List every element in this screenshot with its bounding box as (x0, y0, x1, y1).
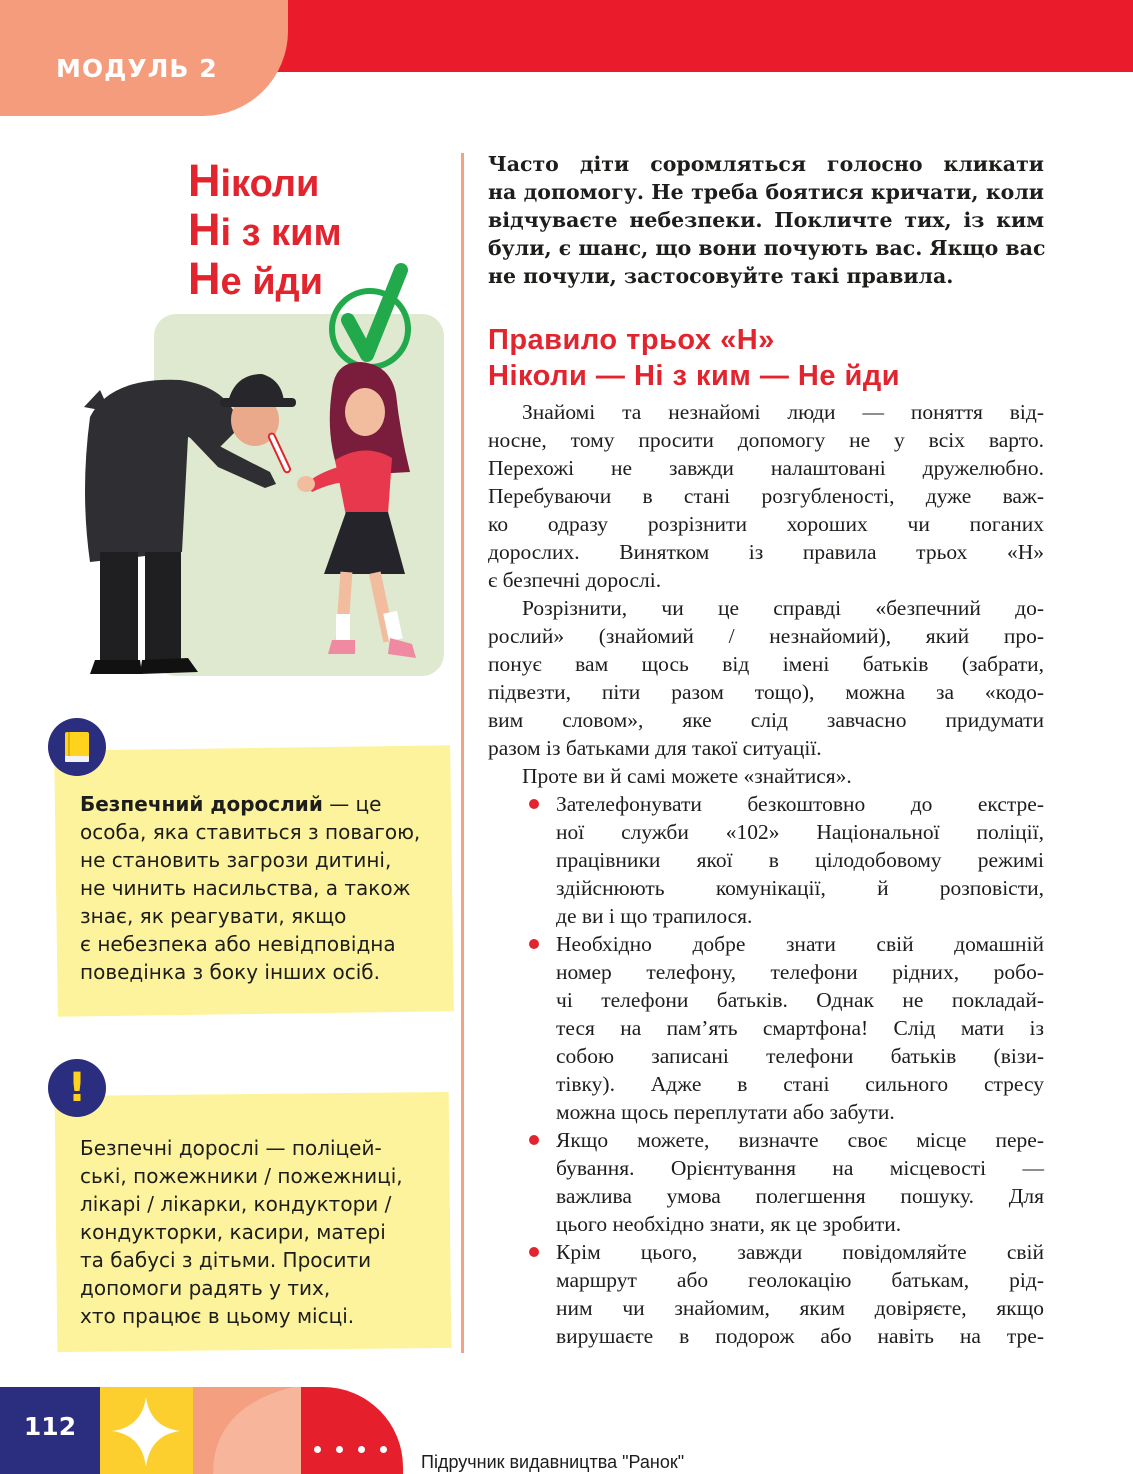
three-n-line-1 (188, 155, 342, 207)
body-line: є безпечні дорослі. (488, 568, 662, 592)
safe-adults-line: Безпечні дорослі — поліцей- (80, 1136, 382, 1160)
body-line: рослий» (знайомий / незнайомий), який про- (488, 624, 1044, 648)
column-divider (461, 153, 464, 1353)
star-icon (100, 1387, 193, 1474)
bullet-item-line: бування. Орієнтування на місцевості — (556, 1156, 1044, 1180)
intro-line: були, є шанс, що вони почують вас. Якщо вас (488, 236, 1046, 260)
page-number: 112 (23, 1412, 77, 1441)
footer-dot (314, 1446, 321, 1453)
rule-heading (488, 322, 900, 394)
definition-text (80, 790, 440, 986)
definition-line: є небезпека або невідповідна (80, 932, 396, 956)
bullet-item-line: ної служби «102» Національної поліції, (556, 820, 1044, 844)
bullet-dot-icon (529, 1247, 539, 1257)
book-badge (48, 718, 106, 776)
publisher-credit: Підручник видавництва "Ранок" (421, 1452, 685, 1472)
bullet-item-line (488, 1126, 1044, 1154)
footer-salmon-block (193, 1387, 301, 1474)
bullet-item-line: ним чи знайомим, яким довіряєте, якщо (556, 1296, 1044, 1320)
bullet-item-line: важлива умова полегшення пошуку. Для (556, 1184, 1044, 1208)
exclamation-icon: ! (67, 1065, 87, 1111)
footer-leaf-shape (193, 1387, 301, 1474)
body-line: Розрізнити, чи це справді «безпечний до- (522, 596, 1044, 620)
body-line: вим словом», яке слід завчасно придумати (488, 708, 1044, 732)
bullet-item-line: маршрут або геолокацію батькам, рід- (556, 1268, 1044, 1292)
footer-dot (358, 1446, 365, 1453)
exclamation-badge (48, 1059, 106, 1117)
rule-heading-line: Правило трьох «Н» (488, 324, 775, 356)
definition-term: Безпечний дорослий (80, 792, 323, 816)
bullet-item-line (488, 930, 1044, 958)
safe-adults-line: лікарі / лікарки, кондуктори / (80, 1192, 392, 1216)
bullet-dot-icon (529, 1135, 539, 1145)
bullet-dot-icon (529, 939, 539, 949)
body-line: Проте ви й самі можете «знайтися». (522, 764, 852, 788)
safe-adults-text (80, 1134, 440, 1330)
rule-body (488, 398, 1044, 1350)
intro-line: Часто діти соромляться голосно кликати (488, 152, 1044, 176)
bullet-item-line (488, 790, 1044, 818)
body-line: дорослих. Винятком із правила трьох «Н» (488, 540, 1044, 564)
body-line: носне, тому просити допомогу не у всіх варто. (488, 428, 1044, 452)
definition-line (80, 790, 440, 818)
body-line: підвезти, піти разом тощо), можна за «кодо- (488, 680, 1044, 704)
bullet-text: Крім цього, завжди повідомляйте свій (556, 1240, 1044, 1264)
three-n-rest: і з ким (220, 212, 342, 254)
footer-red-block (301, 1387, 403, 1474)
bullet-item-line: тівку). Адже в стані сильного стресу (556, 1072, 1044, 1096)
bullet-dot-icon (529, 799, 539, 809)
rule-heading-line: Ніколи — Ні з ким — Не йди (488, 360, 901, 392)
stranger-danger-illustration (70, 262, 455, 692)
bullet-item-line: цього необхідно знати, як це зробити. (556, 1212, 902, 1236)
bullet-item-line: номер телефону, телефони рідних, робо- (556, 960, 1044, 984)
bullet-item-line: здійснюють комунікації, й розповісти, (556, 876, 1044, 900)
definition-line: особа, яка ставиться з повагою, (80, 820, 421, 844)
definition-line: не чинить насильства, а також (80, 876, 411, 900)
three-n-rest: е йди (220, 261, 324, 303)
bullet-text: Якщо можете, визначте своє місце пере- (556, 1128, 1044, 1152)
bullet-item-line: вирушаєте в подорож або навіть на тре- (556, 1324, 1044, 1348)
bullet-item-line: можна щось переплутати або забути. (556, 1100, 895, 1124)
bullet-item-line: чі телефони батьків. Однак не покладай- (556, 988, 1044, 1012)
definition-line: поведінка з боку інших осіб. (80, 960, 380, 984)
body-line: Перебуваючи в стані розгубленості, дуже важ- (488, 484, 1044, 508)
book-icon (62, 730, 92, 764)
definition-line: знає, як реагувати, якщо (80, 904, 347, 928)
three-n-cap: Н (188, 155, 221, 206)
footer-dot (336, 1446, 343, 1453)
safe-adults-line: кондукторки, касири, матері (80, 1220, 386, 1244)
intro-line: відчуваєте небезпеки. Покличте тих, із ким (488, 208, 1044, 232)
body-line: разом із батьками для такої ситуації. (488, 736, 822, 760)
bullet-text: Зателефонувати безкоштовно до екстре- (556, 792, 1044, 816)
bullet-item-line: де ви і що трапилося. (556, 904, 753, 928)
three-n-cap: Н (188, 204, 221, 255)
bullet-item-line: собою записані телефони батьків (візи- (556, 1044, 1044, 1068)
module-label: МОДУЛЬ 2 (56, 54, 218, 83)
three-n-line-2 (188, 204, 342, 256)
intro-paragraph (488, 150, 1044, 290)
body-line: ко одразу розрізнити хороших чи поганих (488, 512, 1044, 536)
three-n-rest: іколи (220, 163, 320, 205)
footer-yellow-block (100, 1387, 193, 1474)
definition-line: не становить загрози дитині, (80, 848, 392, 872)
safe-adults-line: допомоги радять у тих, (80, 1276, 331, 1300)
bullet-item-line: працівники якої в цілодобовому режимі (556, 848, 1044, 872)
body-line: Перехожі не завжди налаштовані дружелюбно. (488, 456, 1044, 480)
safe-adults-line: хто працює в цьому місці. (80, 1304, 355, 1328)
bullet-text: Необхідно добре знати свій домашній (556, 932, 1044, 956)
intro-line: не почули, застосовуйте такі правила. (488, 264, 954, 288)
bullet-item-line (488, 1238, 1044, 1266)
footer-dot (380, 1446, 387, 1453)
intro-line: на допомогу. Не треба боятися кричати, коли (488, 180, 1044, 204)
safe-adults-line: та бабусі з дітьми. Просити (80, 1248, 372, 1272)
footer-dots (314, 1446, 387, 1453)
bullet-item-line: теся на пам’ять смартфона! Слід мати із (556, 1016, 1044, 1040)
body-line: понує вам щось від імені батьків (забрати, (488, 652, 1044, 676)
illustration-backdrop (154, 314, 444, 676)
body-line: Знайомі та незнайомі люди — поняття від- (522, 400, 1044, 424)
safe-adults-line: ські, пожежники / пожежниці, (80, 1164, 403, 1188)
definition-line-text: — це (322, 792, 382, 816)
three-n-cap: Н (188, 253, 221, 304)
